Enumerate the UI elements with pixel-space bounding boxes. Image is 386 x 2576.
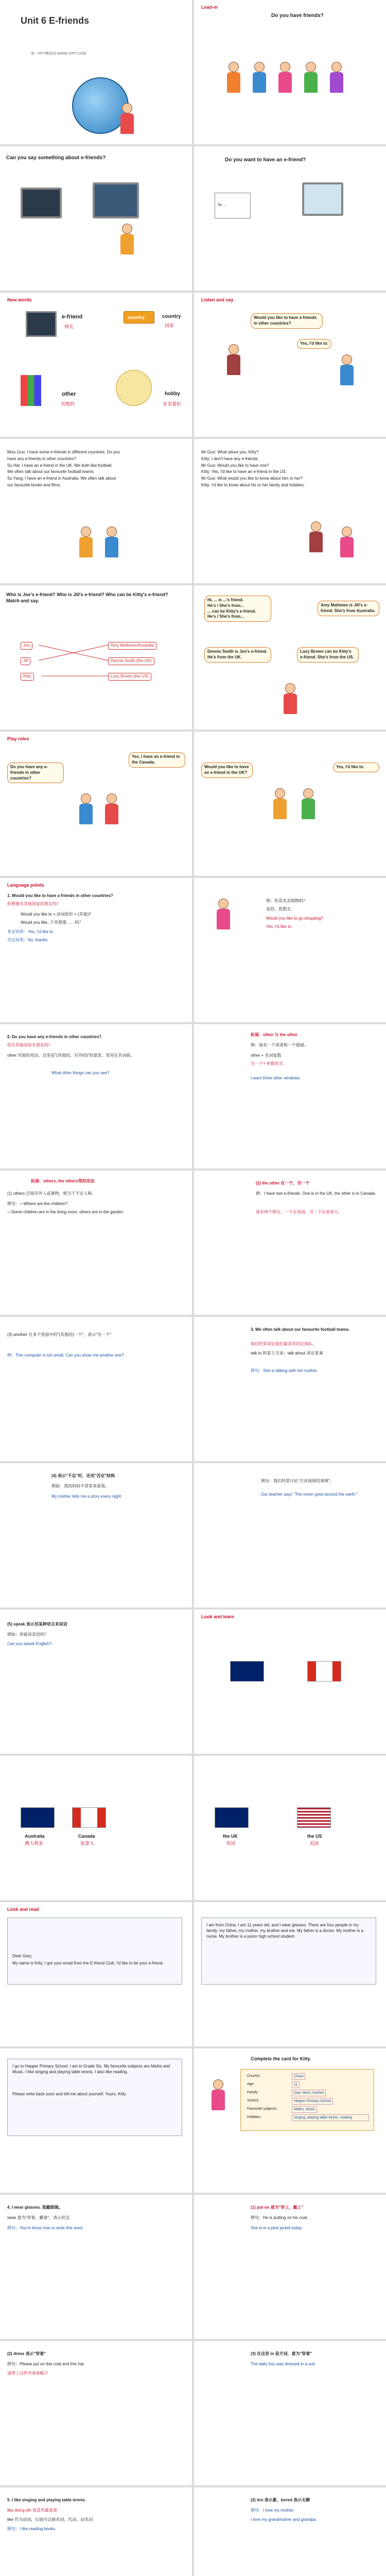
email-text: My name is Kitty. I got your email from the E-friend Club. I'd like to be your e-friend.: [12, 1961, 164, 1965]
card-value[interactable]: 11: [292, 2081, 300, 2088]
lp-text: The daily boy was dressed in a suit.: [251, 2362, 316, 2366]
country-name-cn: 英国: [226, 1841, 236, 1846]
child-figure: [276, 62, 294, 93]
lp-text: 请穿上这件外套和帽子: [7, 2371, 48, 2376]
slide-play-roles-2: [194, 732, 386, 876]
match-name[interactable]: Jill: [21, 657, 30, 665]
lp-text: She is in a pink jacket today.: [251, 2226, 303, 2230]
question-text: Do you want to have an e-friend?: [225, 157, 306, 163]
slide-language-points-14: [0, 2341, 192, 2485]
slide-play-roles-1: [0, 732, 192, 876]
speech-bubble: Hi, ... is ...'s friend. He's / She's from... ... can be Kitty's e-friend. He's / She's from...: [204, 596, 271, 622]
lp-text: (3) 在这里 in 是介词，意为"穿着": [251, 2351, 312, 2356]
card-label: School:: [247, 2099, 259, 2103]
card-label: Age:: [247, 2082, 255, 2086]
lp-text: 5. I like singing and playing table tennis.: [7, 2498, 86, 2502]
country-name: the UK: [223, 1834, 238, 1839]
email-text: I am from China. I am 11 years old, and I wear glasses. There are four people in my family: my father, my mother, my brother and me. My father is a doctor. My mother is a nurse. My brother is a junior high school student.: [206, 1923, 363, 1939]
slide-look-and-read-2: [194, 1902, 386, 2046]
lp-text: wear 意为"穿着，戴着"，表示状态: [7, 2215, 70, 2220]
lp-text: (4) 表示"不总"时，还用"否定"结构: [51, 1473, 115, 1478]
lp-text: Would you like...? 你想要……吗？: [21, 920, 83, 925]
child-figure: [103, 793, 120, 824]
slide-title: [0, 0, 192, 144]
lp-text: 是的，我想去。: [266, 907, 295, 911]
country-name: the US: [307, 1834, 322, 1839]
word-hobby: hobby: [165, 391, 180, 397]
lp-text: 例句：He is putting on his coat.: [251, 2215, 308, 2220]
card-value[interactable]: Maths, Music: [292, 2106, 317, 2113]
slide-language-points-7: [0, 1317, 192, 1461]
lp-text: 例：你喜欢去购物吗？: [266, 899, 307, 903]
lp-text: My mother tells me a story every night.: [51, 1494, 122, 1499]
child-figure: [215, 899, 232, 929]
card-label: Family:: [247, 2091, 259, 2094]
hobby-image: [116, 370, 152, 406]
question-text: Do you have friends?: [271, 13, 324, 19]
computer-image: [21, 188, 62, 218]
word-e-friend-cn: 网友: [64, 324, 74, 329]
slide-dialogue-2: [194, 439, 386, 583]
slide-language-points-8: [194, 1317, 386, 1461]
section-label: Lead-in: [201, 5, 218, 10]
slide-language-points-2: [194, 878, 386, 1022]
australia-flag: [21, 1807, 55, 1828]
lp-text: 1. Would you like to have a friends in other countries?: [7, 893, 113, 898]
lp-text: Our teacher says "The moon goes around the earth.": [261, 1492, 358, 1497]
match-option[interactable]: Amy Mathews/Australia: [108, 642, 156, 650]
child-figure: [300, 788, 317, 819]
lp-text: Would you like to + 动词原形 + (其他)?: [21, 912, 91, 917]
slide-new-words: [0, 293, 192, 437]
lp-text: Yes, I'd like to.: [266, 924, 293, 929]
lp-text: 例句：You're know how to write this word.: [7, 2226, 84, 2230]
word-other: other: [62, 391, 76, 397]
lp-text: 例如：你能说英语吗？: [7, 1632, 48, 1637]
teacher-figure: [225, 344, 242, 375]
lp-text: I love my grandmother and grandpa.: [251, 2517, 317, 2522]
lp-text: What other things can you see?: [51, 1071, 110, 1075]
lp-text: other 其他的用法，这里是"(其他的，另外的)"的意思，常用在名词前。: [7, 1053, 135, 1058]
slide-language-points-9: [0, 1463, 192, 1607]
section-label: Look and read: [7, 1907, 39, 1912]
slide-language-points-10: [194, 1463, 386, 1607]
lp-text: 例句：—Where are the children?: [7, 1201, 68, 1206]
match-option[interactable]: Lucy Brown (the US): [108, 673, 151, 681]
lp-text: (1) put on 意为"穿上，戴上": [251, 2205, 304, 2210]
instruction-text: Who is Joe's e-friend? Who is Jill's e-friend? Who can be Kitty's e-friend? Match and say.: [6, 592, 168, 604]
pencils-image: [21, 375, 41, 406]
lp-text: (2) tire 表示累，bored 表示无聊: [251, 2498, 310, 2502]
speech-bubble: Yes, I'd like to.: [297, 339, 331, 349]
lp-text: 肯定回答：Yes, I'd like to.: [7, 929, 55, 934]
lp-text: 你在其他国家有朋友吗？: [7, 1043, 52, 1047]
country-name: Canada: [78, 1834, 95, 1839]
match-option[interactable]: Dennis Smith (the UK): [108, 657, 154, 665]
email-window: [7, 1918, 182, 1985]
child-figure: [328, 62, 345, 93]
child-figure: [338, 527, 356, 557]
lp-text: like 作为动词，后面可以接名词、代词、动名词: [7, 2517, 93, 2522]
slide-language-points-5: [0, 1171, 192, 1315]
lp-text: 我们经常谈论我们最喜欢的足球队。: [251, 1342, 317, 1346]
canada-flag: [307, 1661, 341, 1682]
envelope-text: To: ...: [218, 204, 227, 207]
section-label: Play roles: [7, 736, 29, 741]
word-country: country: [162, 314, 181, 319]
slide-subtitle: 第一PPT模板网-WWW.1PPT.COM: [31, 52, 86, 56]
slide-dialogue-1: [0, 439, 192, 583]
slide-flags-1: [0, 1756, 192, 1900]
lp-text: 另一个+ 单数形式: [251, 1061, 283, 1066]
child-figure: [302, 62, 320, 93]
country-name-cn: 澳大利亚: [25, 1841, 44, 1846]
word-country-cn: 国家: [165, 323, 174, 328]
child-figure: [282, 683, 299, 714]
speech-bubble: Do you have any e-friends in other countries?: [7, 762, 64, 783]
section-label: Language points: [7, 883, 44, 888]
lp-text: 例：他有一个哥哥和一个姐姐。: [251, 1043, 308, 1047]
lp-text: talk to 和某人交谈；talk about 谈论某事: [251, 1351, 323, 1355]
lp-text: Can you speak English?: [7, 1641, 52, 1646]
lp-text: 我有两个网友，一个在英国，另一个在加拿大。: [256, 1210, 342, 1214]
lp-text: 例句：Please put on this coat and this hat.: [7, 2362, 85, 2366]
child-figure: [77, 793, 95, 824]
section-label: Look and learn: [201, 1614, 235, 1619]
lp-text: (2) the other 在一个，另一个: [256, 1181, 310, 1185]
lp-text: 否定回答：No, thanks.: [7, 938, 49, 942]
child-figure: [118, 103, 136, 134]
lp-text: 4. I wear glasses. 我戴眼镜。: [7, 2205, 63, 2210]
child-figure: [77, 527, 95, 557]
card-value[interactable]: singing, playing table tennis, reading: [292, 2114, 369, 2121]
speech-bubble: Would you like to have an e-friend in the UK?: [201, 762, 253, 778]
word-e-friend: e-friend: [62, 314, 83, 320]
word-other-cn: 其他的: [61, 401, 75, 406]
question-text: Can you say something about e-friends?: [6, 155, 106, 161]
slide-complete-card: [194, 2048, 386, 2193]
match-name[interactable]: Joe: [21, 642, 32, 650]
speech-bubble: Yes, I have an e-friend in the Canada.: [129, 752, 185, 768]
child-figure: [209, 2079, 227, 2110]
slide-language-points-11: [0, 1609, 192, 1754]
lp-text: 例：I have two e-friends. One is in the UK, the other is in Canada.: [256, 1191, 376, 1196]
slide-title-text: Unit 6 E-friends: [21, 15, 90, 26]
slide-match: [0, 585, 192, 730]
slide-language-points-15: [194, 2341, 386, 2485]
lp-text: 例句：She is talking with her mother.: [251, 1368, 318, 1373]
lp-text: 例句：I love my mother.: [251, 2508, 294, 2513]
lp-text: —Some children are in the living room, others are in the garden.: [7, 1210, 125, 1214]
card-value[interactable]: Dad, Mum, brother: [292, 2090, 326, 2096]
slide-flags-2: [194, 1756, 386, 1900]
slide-language-points-4: [194, 1024, 386, 1168]
lp-text: other + 名词复数: [251, 1053, 282, 1058]
slide-look-and-read-1: [0, 1902, 192, 2046]
slide-want-e-friend: [194, 146, 386, 291]
lp-text: (5) speak 表示用某种语言来说话: [7, 1622, 67, 1626]
child-figure: [103, 527, 120, 557]
lp-text: 例句：I like reading books.: [7, 2527, 57, 2531]
card-value[interactable]: Hepper Primary School: [292, 2098, 333, 2105]
lp-text: like doing sth 我喜欢做某事: [7, 2508, 57, 2513]
lp-text: I want three other windows.: [251, 1076, 301, 1080]
speech-bubble: Lucy Brown can be Kitty's e-friend. She's from the US.: [297, 647, 359, 663]
lp-text: 2. Do you have any e-friends in other countries?: [7, 1035, 102, 1039]
slide-e-friends-question: [0, 146, 192, 291]
child-figure: [251, 62, 268, 93]
child-figure: [118, 224, 136, 255]
speech-bubble: Amy Mathews is Jill's e-friend. She's from Australia.: [318, 601, 379, 616]
lp-text: (1) others 泛指另外人或事物，相当于不定人称。: [7, 1191, 96, 1196]
dialogue-text: Miss Guo: I have some e-friends in different countries. Do you have any e-friends in other countries? Su Hai: I have an e-friend in the UK. We both like football. We often talk about our favourite football teams. Su Yang: I have an e-friend in Australia. We often talk about our favourite books and films.: [7, 450, 120, 487]
lp-text: 拓展：others, the others等的用法: [31, 1179, 95, 1183]
card-label: Country:: [247, 2074, 261, 2078]
slide-language-points-1: [0, 878, 192, 1022]
us-flag: [297, 1807, 331, 1828]
lp-text: 拓展：other 与 the other: [251, 1032, 297, 1037]
computer-image: [26, 311, 57, 337]
uk-flag: [215, 1807, 249, 1828]
slide-language-points-12: [0, 2195, 192, 2339]
country-sign-text: country: [128, 315, 145, 320]
lp-text: 例如：我的妈妈不常常来看我。: [51, 1484, 109, 1488]
speech-bubble: Yes, I'd like to.: [333, 762, 379, 772]
slide-language-points-6: [194, 1171, 386, 1315]
slide-look-and-read-3: [0, 2048, 192, 2193]
slide-lead-in: [194, 0, 386, 144]
match-name[interactable]: Kitty: [21, 673, 34, 681]
slide-match-answers: [194, 585, 386, 730]
lp-text: Would you like to go shopping?: [266, 916, 324, 921]
email-text: Please write back soon and tell me about yourself. Yours, Kitty: [12, 2092, 126, 2096]
card-label: Hobbies:: [247, 2115, 261, 2119]
speech-bubble: Dennis Smith is Joe's e-friend. He's from the UK.: [204, 647, 271, 663]
card-title: Complete the card for Kitty.: [251, 2056, 311, 2061]
lp-text: (2) dress 表示"穿着": [7, 2351, 46, 2356]
child-figure: [338, 354, 356, 385]
email-text: Dear Gary,: [12, 1954, 32, 1958]
slide-language-points-13: [194, 2195, 386, 2339]
slide-language-points-17: [194, 2487, 386, 2576]
word-hobby-cn: 业余爱好: [163, 401, 182, 406]
lp-text: (3) another 在多个里面中的"(其他的)一个"，表示"另一个": [7, 1332, 112, 1337]
teacher-figure: [307, 521, 325, 552]
section-label: Listen and say: [201, 297, 234, 302]
card-value[interactable]: China: [292, 2073, 305, 2080]
lp-text: 你想要有其他国家的朋友吗？: [7, 902, 61, 906]
lp-text: 3. We often talk about our favourite football teams.: [251, 1327, 350, 1332]
child-figure: [271, 788, 289, 819]
dialogue-text: Mr Guo: What about you, Kitty? Kitty: I don't have any e-friends. Mr Guo: Would you like to have one? Kitty: Yes, I'd like to have an e-friend in the US. Mr Guo: What would you like to know about him or her? Kitty: I'd like to know about his or her family and hobbies.: [201, 450, 305, 487]
slide-listen-and-say: [194, 293, 386, 437]
lp-text: 例：This computer is too small. Can you show me another one?: [7, 1353, 124, 1358]
computer-image: [302, 182, 343, 216]
section-label: New words: [7, 297, 32, 302]
slide-language-points-16: [0, 2487, 192, 2576]
speech-bubble: Would you like to have a friends in other countries?: [251, 313, 323, 329]
canada-flag: [72, 1807, 106, 1828]
country-name-cn: 加拿大: [80, 1841, 95, 1846]
slide-language-points-3: [0, 1024, 192, 1168]
computer-image: [93, 182, 139, 218]
email-text: I go to Hepper Primary School. I am in Grade Six. My favourite subjects are Maths and Music. I like singing and playing table tennis. I also like reading.: [12, 2064, 170, 2074]
country-name: Australia: [25, 1834, 45, 1839]
card-label: Favourite subjects:: [247, 2107, 277, 2111]
country-name-cn: 美国: [309, 1841, 319, 1846]
slide-look-and-learn: [194, 1609, 386, 1754]
australia-flag: [230, 1661, 264, 1682]
child-figure: [225, 62, 242, 93]
lp-text: 例句：我们经常讨论"月亮周围的事情"。: [261, 1479, 334, 1483]
match-lines: [0, 585, 192, 730]
